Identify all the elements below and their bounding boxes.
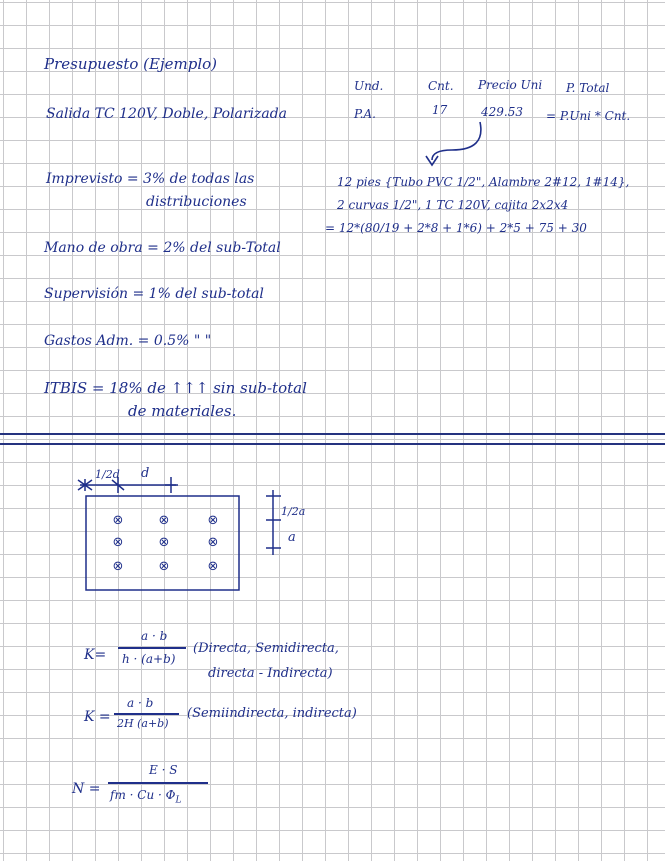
k1-numerator: a · b <box>141 629 168 643</box>
luminaire-icon: ⊗ <box>158 559 170 574</box>
page-title: Presupuesto (Ejemplo) <box>44 55 217 73</box>
divider-top <box>0 433 665 435</box>
breakdown-line-3: = 12*(80/19 + 2*8 + 1*6) + 2*5 + 75 + 30 <box>325 221 587 235</box>
k2-fraction-bar <box>114 713 179 715</box>
n-denominator-subscript: L <box>175 795 182 806</box>
header-total: P. Total <box>566 81 610 95</box>
row-cnt: 17 <box>432 103 448 117</box>
k2-note: (Semiindirecta, indirecta) <box>187 706 357 721</box>
precio-arrow <box>0 0 665 200</box>
k1-fraction-bar <box>118 647 186 649</box>
n-lhs: N = <box>72 781 101 797</box>
row-description: Salida TC 120V, Doble, Polarizada <box>46 106 288 122</box>
breakdown-line-1: 12 pies {Tubo PVC 1/2", Alambre 2#12, 1#14}, <box>337 175 630 189</box>
itbis-line-2: de materiales. <box>128 402 237 420</box>
imprevisto-line-1: Imprevisto = 3% de todas las <box>46 171 255 187</box>
divider-bottom <box>0 443 665 445</box>
luminaire-icon: ⊗ <box>112 513 124 528</box>
header-cnt: Cnt. <box>428 79 454 93</box>
k1-note-line-2: directa - Indirecta) <box>208 666 333 681</box>
header-und: Und. <box>354 79 384 93</box>
luminaire-layout-diagram <box>0 460 340 600</box>
breakdown-line-2: 2 curvas 1/2", 1 TC 120V, cajita 2x2x4 <box>337 198 569 212</box>
a-label: a <box>288 530 296 545</box>
luminaire-icon: ⊗ <box>158 513 170 528</box>
luminaire-icon: ⊗ <box>112 559 124 574</box>
k2-denominator: 2H (a+b) <box>117 717 169 730</box>
half-d-label: 1/2d <box>95 468 120 481</box>
mano-de-obra: Mano de obra = 2% del sub-Total <box>44 240 281 256</box>
luminaire-icon: ⊗ <box>158 535 170 550</box>
luminaire-icon: ⊗ <box>112 535 124 550</box>
n-denominator-text: fm · Cu · Φ <box>110 788 176 802</box>
row-und: P.A. <box>354 107 376 121</box>
n-denominator <box>110 789 181 805</box>
supervision: Supervisión = 1% del sub-total <box>44 286 264 302</box>
gastos-adm: Gastos Adm. = 0.5% " " <box>44 333 212 349</box>
row-total: = P.Uni * Cnt. <box>546 109 631 123</box>
k2-lhs: K = <box>84 709 111 725</box>
luminaire-icon: ⊗ <box>207 535 219 550</box>
d-label: d <box>141 466 150 481</box>
imprevisto-line-2: distribuciones <box>146 194 247 210</box>
itbis-line-1: ITBIS = 18% de ↑↑↑ sin sub-total <box>44 379 307 397</box>
luminaire-icon: ⊗ <box>207 513 219 528</box>
luminaire-icon: ⊗ <box>207 559 219 574</box>
k2-numerator: a · b <box>127 696 154 710</box>
luminaire-grid <box>113 513 219 574</box>
header-precio: Precio Uni <box>478 78 543 92</box>
row-precio: 429.53 <box>481 105 523 119</box>
half-a-label: 1/2a <box>281 505 306 518</box>
k1-lhs: K= <box>84 647 107 663</box>
n-fraction-bar <box>108 782 208 784</box>
k1-denominator: h · (a+b) <box>122 652 176 666</box>
k1-note-line-1: (Directa, Semidirecta, <box>193 641 339 656</box>
n-numerator: E · S <box>149 763 178 777</box>
